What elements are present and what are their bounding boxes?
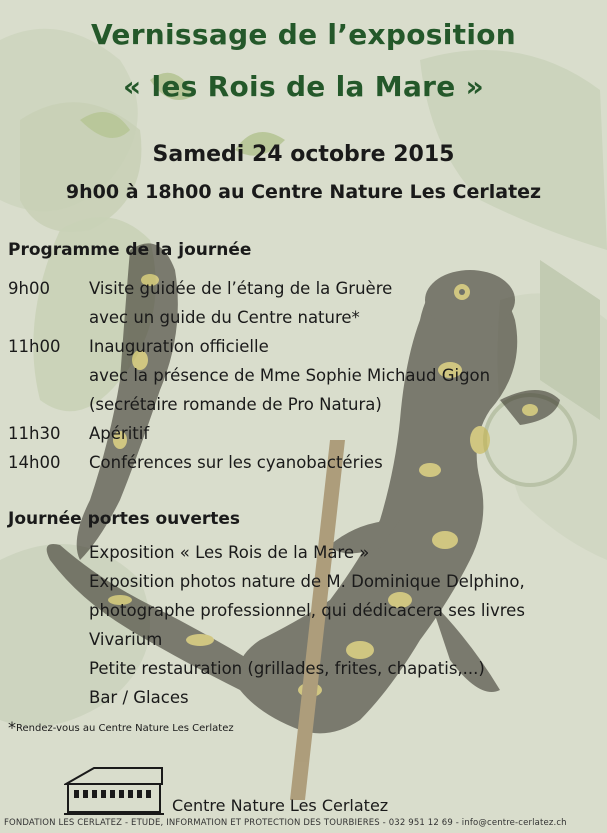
- programme-activity-detail: avec la présence de Mme Sophie Michaud Gigon: [89, 366, 491, 385]
- event-date: Samedi 24 octobre 2015: [152, 142, 455, 167]
- programme-time: 9h00: [8, 279, 50, 298]
- open-day-item: photographe professionnel, qui dédicacera ses livres: [89, 601, 525, 620]
- open-day-item: Petite restauration (grillades, frites, chapatis,...): [89, 659, 485, 678]
- event-hours-location: 9h00 à 18h00 au Centre Nature Les Cerlatez: [65, 181, 542, 203]
- programme-time: 11h30: [8, 424, 61, 443]
- open-day-item: Bar / Glaces: [89, 688, 189, 707]
- footer-contact: FONDATION LES CERLATEZ - ETUDE, INFORMATION ET PROTECTION DES TOURBIERES - 032 951 12 69 - info@centre-cerlatez.ch: [4, 818, 567, 828]
- open-day-item: Exposition « Les Rois de la Mare »: [89, 543, 370, 562]
- building-logo-icon: [64, 764, 164, 816]
- programme-activity-detail: (secrétaire romande de Pro Natura): [89, 395, 382, 414]
- open-day-item: Vivarium: [89, 630, 163, 649]
- programme-activity: Inauguration officielle: [89, 337, 269, 356]
- footnote-text: Rendez-vous au Centre Nature Les Cerlatez: [16, 723, 234, 734]
- footnote-star: *: [8, 718, 16, 737]
- programme-activity-detail: avec un guide du Centre nature*: [89, 308, 360, 327]
- programme-time: 14h00: [8, 453, 61, 472]
- open-day-heading: Journée portes ouvertes: [8, 509, 241, 529]
- programme-activity: Apéritif: [89, 424, 150, 443]
- programme-time: 11h00: [8, 337, 61, 356]
- programme-activity: Visite guidée de l’étang de la Gruère: [89, 279, 393, 298]
- programme-activity: Conférences sur les cyanobactéries: [89, 453, 383, 472]
- programme-heading: Programme de la journée: [8, 240, 252, 260]
- open-day-item: Exposition photos nature de M. Dominique Delphino,: [89, 572, 525, 591]
- footnote: [8, 718, 234, 737]
- logo-name: Centre Nature Les Cerlatez: [172, 796, 389, 815]
- event-title-line-1: Vernissage de l’exposition: [90, 18, 517, 51]
- event-title-line-2: « les Rois de la Mare »: [123, 70, 484, 103]
